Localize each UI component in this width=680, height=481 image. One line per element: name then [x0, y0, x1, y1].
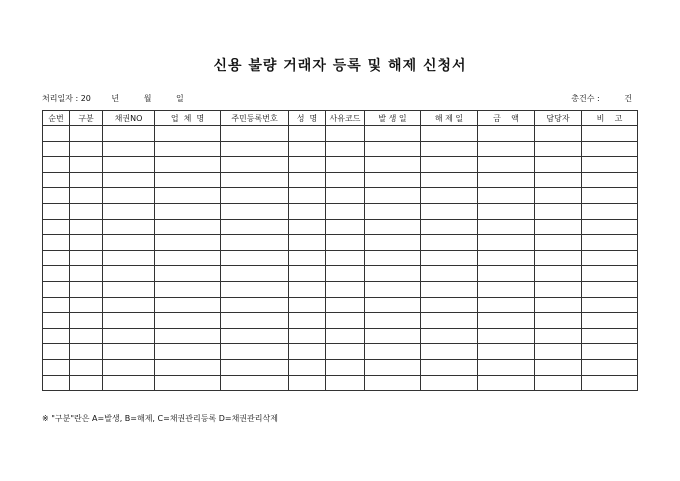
table-cell[interactable]	[365, 157, 421, 173]
col-header-remarks: 비 고	[582, 111, 638, 126]
table-cell[interactable]	[289, 250, 326, 266]
table-cell[interactable]	[289, 188, 326, 204]
table-cell[interactable]	[221, 297, 289, 313]
table-cell[interactable]	[365, 359, 421, 375]
table-cell[interactable]	[70, 328, 103, 344]
table-cell[interactable]	[582, 297, 638, 313]
table-cell[interactable]	[43, 250, 70, 266]
table-cell[interactable]	[221, 203, 289, 219]
table-cell[interactable]	[103, 359, 155, 375]
col-header-amount: 금 액	[478, 111, 535, 126]
table-row	[43, 188, 638, 204]
table-cell[interactable]	[535, 250, 582, 266]
total-count	[571, 93, 632, 104]
table-cell[interactable]	[43, 359, 70, 375]
table-cell[interactable]	[221, 188, 289, 204]
col-header-type: 구분	[70, 111, 103, 126]
col-header-release-date: 해 제 일	[421, 111, 478, 126]
table-cell[interactable]	[326, 250, 365, 266]
table-cell[interactable]	[326, 313, 365, 329]
table-cell[interactable]	[103, 126, 155, 142]
table-cell[interactable]	[103, 141, 155, 157]
table-cell[interactable]	[289, 203, 326, 219]
table-row	[43, 281, 638, 297]
table-cell[interactable]	[103, 250, 155, 266]
table-row	[43, 219, 638, 235]
table-cell[interactable]	[70, 235, 103, 251]
table-cell[interactable]	[155, 313, 221, 329]
table-cell[interactable]	[535, 328, 582, 344]
table-cell[interactable]	[155, 297, 221, 313]
table-cell[interactable]	[535, 313, 582, 329]
table-cell[interactable]	[103, 328, 155, 344]
table-cell[interactable]	[43, 141, 70, 157]
table-cell[interactable]	[478, 359, 535, 375]
table-cell[interactable]	[326, 157, 365, 173]
table-cell[interactable]	[582, 328, 638, 344]
table-cell[interactable]	[535, 188, 582, 204]
table-cell[interactable]	[365, 344, 421, 360]
table-cell[interactable]	[326, 203, 365, 219]
table-cell[interactable]	[478, 126, 535, 142]
table-cell[interactable]	[421, 328, 478, 344]
table-cell[interactable]	[103, 375, 155, 391]
table-cell[interactable]	[221, 375, 289, 391]
table-cell[interactable]	[478, 157, 535, 173]
table-cell[interactable]	[103, 235, 155, 251]
table-cell[interactable]	[43, 297, 70, 313]
table-cell[interactable]	[421, 281, 478, 297]
col-header-resident-no: 주민등록번호	[221, 111, 289, 126]
table-cell[interactable]	[289, 126, 326, 142]
table-row	[43, 328, 638, 344]
table-cell[interactable]	[70, 126, 103, 142]
table-cell[interactable]	[535, 297, 582, 313]
table-cell[interactable]	[421, 375, 478, 391]
col-header-occur-date: 발 생 일	[365, 111, 421, 126]
col-header-seq: 순번	[43, 111, 70, 126]
month-unit: 월	[143, 94, 152, 103]
table-cell[interactable]	[103, 297, 155, 313]
document-title: 신용 불량 거래자 등록 및 해제 신청서	[213, 58, 467, 74]
table-cell[interactable]	[421, 188, 478, 204]
table-cell[interactable]	[582, 126, 638, 142]
table-cell[interactable]	[43, 126, 70, 142]
table-cell[interactable]	[155, 266, 221, 282]
table-cell[interactable]	[155, 235, 221, 251]
table-cell[interactable]	[103, 219, 155, 235]
total-count-label: 총건수 :	[571, 94, 600, 103]
table-cell[interactable]	[478, 203, 535, 219]
table-cell[interactable]	[365, 313, 421, 329]
table-cell[interactable]	[103, 344, 155, 360]
table-cell[interactable]	[70, 141, 103, 157]
table-cell[interactable]	[326, 359, 365, 375]
table-cell[interactable]	[365, 328, 421, 344]
table-cell[interactable]	[43, 375, 70, 391]
day-unit: 일	[175, 94, 184, 103]
table-cell[interactable]	[43, 344, 70, 360]
table-cell[interactable]	[155, 203, 221, 219]
col-header-name: 성 명	[289, 111, 326, 126]
table-cell[interactable]	[421, 141, 478, 157]
table-cell[interactable]	[421, 359, 478, 375]
table-cell[interactable]	[326, 141, 365, 157]
table-cell[interactable]	[421, 219, 478, 235]
table-cell[interactable]	[289, 157, 326, 173]
table-cell[interactable]	[70, 266, 103, 282]
table-cell[interactable]	[365, 281, 421, 297]
table-cell[interactable]	[43, 266, 70, 282]
table-cell[interactable]	[70, 359, 103, 375]
table-cell[interactable]	[70, 297, 103, 313]
table-cell[interactable]	[221, 250, 289, 266]
registration-table	[42, 110, 638, 391]
table-row	[43, 141, 638, 157]
table-cell[interactable]	[535, 219, 582, 235]
table-cell[interactable]	[221, 172, 289, 188]
table-cell[interactable]	[155, 188, 221, 204]
table-cell[interactable]	[365, 235, 421, 251]
table-cell[interactable]	[365, 172, 421, 188]
table-cell[interactable]	[365, 188, 421, 204]
table-cell[interactable]	[155, 141, 221, 157]
table-row	[43, 250, 638, 266]
year-unit: 년	[111, 94, 120, 103]
table-cell[interactable]	[535, 266, 582, 282]
table-cell[interactable]	[421, 266, 478, 282]
table-cell[interactable]	[535, 281, 582, 297]
table-cell[interactable]	[221, 328, 289, 344]
table-cell[interactable]	[221, 266, 289, 282]
table-cell[interactable]	[478, 313, 535, 329]
table-cell[interactable]	[421, 235, 478, 251]
table-cell[interactable]	[289, 172, 326, 188]
count-unit: 건	[624, 94, 632, 103]
table-cell[interactable]	[289, 266, 326, 282]
table-cell[interactable]	[365, 203, 421, 219]
table-cell[interactable]	[103, 157, 155, 173]
table-cell[interactable]	[221, 126, 289, 142]
table-cell[interactable]	[421, 172, 478, 188]
table-cell[interactable]	[535, 235, 582, 251]
table-cell[interactable]	[155, 126, 221, 142]
table-cell[interactable]	[478, 344, 535, 360]
table-cell[interactable]	[326, 188, 365, 204]
table-cell[interactable]	[70, 313, 103, 329]
table-cell[interactable]	[421, 157, 478, 173]
table-cell[interactable]	[535, 375, 582, 391]
table-cell[interactable]	[421, 126, 478, 142]
table-cell[interactable]	[535, 126, 582, 142]
table-cell[interactable]	[582, 203, 638, 219]
table-cell[interactable]	[70, 157, 103, 173]
table-cell[interactable]	[155, 172, 221, 188]
table-cell[interactable]	[155, 281, 221, 297]
table-cell[interactable]	[582, 375, 638, 391]
table-cell[interactable]	[221, 141, 289, 157]
table-cell[interactable]	[289, 281, 326, 297]
table-cell[interactable]	[155, 359, 221, 375]
table-cell[interactable]	[103, 203, 155, 219]
table-row	[43, 375, 638, 391]
processing-date-label: 처리일자 : 20	[42, 94, 91, 103]
table-row	[43, 313, 638, 329]
table-cell[interactable]	[221, 157, 289, 173]
table-row	[43, 157, 638, 173]
table-cell[interactable]	[221, 235, 289, 251]
table-cell[interactable]	[535, 344, 582, 360]
col-header-reason-code: 사유코드	[326, 111, 365, 126]
table-cell[interactable]	[421, 297, 478, 313]
table-row	[43, 359, 638, 375]
table-cell[interactable]	[582, 359, 638, 375]
table-cell[interactable]	[221, 281, 289, 297]
table-cell[interactable]	[70, 250, 103, 266]
table-cell[interactable]	[43, 219, 70, 235]
table-cell[interactable]	[289, 344, 326, 360]
table-cell[interactable]	[535, 172, 582, 188]
table-cell[interactable]	[582, 141, 638, 157]
table-cell[interactable]	[582, 157, 638, 173]
processing-date	[42, 93, 184, 104]
table-row	[43, 297, 638, 313]
table-cell[interactable]	[221, 313, 289, 329]
table-cell[interactable]	[478, 141, 535, 157]
table-cell[interactable]	[289, 313, 326, 329]
table-row	[43, 203, 638, 219]
table-header-row	[43, 111, 638, 126]
table-cell[interactable]	[326, 126, 365, 142]
table-cell[interactable]	[582, 313, 638, 329]
col-header-company: 업 체 명	[155, 111, 221, 126]
table-row	[43, 235, 638, 251]
table-cell[interactable]	[535, 203, 582, 219]
table-cell[interactable]	[478, 375, 535, 391]
table-cell[interactable]	[70, 375, 103, 391]
table-cell[interactable]	[582, 235, 638, 251]
table-cell[interactable]	[365, 219, 421, 235]
table-cell[interactable]	[421, 203, 478, 219]
table-cell[interactable]	[326, 172, 365, 188]
table-cell[interactable]	[535, 359, 582, 375]
table-row	[43, 126, 638, 142]
table-cell[interactable]	[535, 157, 582, 173]
table-cell[interactable]	[421, 313, 478, 329]
table-cell[interactable]	[582, 172, 638, 188]
table-cell[interactable]	[289, 235, 326, 251]
table-cell[interactable]	[155, 328, 221, 344]
table-cell[interactable]	[43, 203, 70, 219]
table-cell[interactable]	[155, 344, 221, 360]
table-cell[interactable]	[326, 297, 365, 313]
table-cell[interactable]	[421, 344, 478, 360]
table-cell[interactable]	[582, 219, 638, 235]
footnote: ※ "구분"란은 A=발생, B=해제, C=채권관리등록 D=채권관리삭제	[42, 414, 278, 423]
table-cell[interactable]	[289, 359, 326, 375]
table-cell[interactable]	[70, 172, 103, 188]
table-cell[interactable]	[478, 281, 535, 297]
table-cell[interactable]	[365, 266, 421, 282]
table-cell[interactable]	[478, 188, 535, 204]
table-cell[interactable]	[478, 172, 535, 188]
table-cell[interactable]	[326, 328, 365, 344]
table-cell[interactable]	[478, 219, 535, 235]
table-cell[interactable]	[478, 297, 535, 313]
table-cell[interactable]	[43, 328, 70, 344]
table-cell[interactable]	[582, 344, 638, 360]
table-cell[interactable]	[43, 188, 70, 204]
table-cell[interactable]	[289, 375, 326, 391]
col-header-bond-no: 채권NO	[103, 111, 155, 126]
table-cell[interactable]	[221, 219, 289, 235]
table-cell[interactable]	[103, 266, 155, 282]
table-cell[interactable]	[365, 297, 421, 313]
table-cell[interactable]	[478, 235, 535, 251]
table-cell[interactable]	[478, 328, 535, 344]
table-cell[interactable]	[535, 141, 582, 157]
table-row	[43, 172, 638, 188]
table-cell[interactable]	[103, 172, 155, 188]
table-cell[interactable]	[326, 344, 365, 360]
table-cell[interactable]	[70, 188, 103, 204]
table-row	[43, 266, 638, 282]
table-cell[interactable]	[103, 313, 155, 329]
table-cell[interactable]	[43, 157, 70, 173]
table-cell[interactable]	[365, 126, 421, 142]
table-cell[interactable]	[326, 375, 365, 391]
table-cell[interactable]	[582, 281, 638, 297]
table-cell[interactable]	[326, 219, 365, 235]
table-cell[interactable]	[43, 313, 70, 329]
table-cell[interactable]	[421, 250, 478, 266]
table-cell[interactable]	[478, 266, 535, 282]
table-row	[43, 344, 638, 360]
table-cell[interactable]	[289, 219, 326, 235]
table-cell[interactable]	[582, 250, 638, 266]
table-cell[interactable]	[289, 297, 326, 313]
table-cell[interactable]	[70, 203, 103, 219]
table-cell[interactable]	[70, 281, 103, 297]
table-cell[interactable]	[582, 188, 638, 204]
table-cell[interactable]	[289, 141, 326, 157]
table-cell[interactable]	[155, 375, 221, 391]
table-cell[interactable]	[155, 219, 221, 235]
table-cell[interactable]	[43, 281, 70, 297]
table-cell[interactable]	[103, 188, 155, 204]
table-cell[interactable]	[365, 375, 421, 391]
table-cell[interactable]	[155, 157, 221, 173]
table-cell[interactable]	[70, 344, 103, 360]
table-cell[interactable]	[365, 141, 421, 157]
table-cell[interactable]	[582, 266, 638, 282]
table-body	[43, 126, 638, 391]
table-cell[interactable]	[326, 281, 365, 297]
col-header-manager: 담당자	[535, 111, 582, 126]
table-cell[interactable]	[103, 281, 155, 297]
table-cell[interactable]	[326, 235, 365, 251]
table-cell[interactable]	[70, 219, 103, 235]
table-cell[interactable]	[326, 266, 365, 282]
table-cell[interactable]	[43, 235, 70, 251]
table-cell[interactable]	[43, 172, 70, 188]
table-cell[interactable]	[221, 359, 289, 375]
table-cell[interactable]	[289, 328, 326, 344]
table-cell[interactable]	[221, 344, 289, 360]
table-cell[interactable]	[155, 250, 221, 266]
table-cell[interactable]	[478, 250, 535, 266]
table-cell[interactable]	[365, 250, 421, 266]
